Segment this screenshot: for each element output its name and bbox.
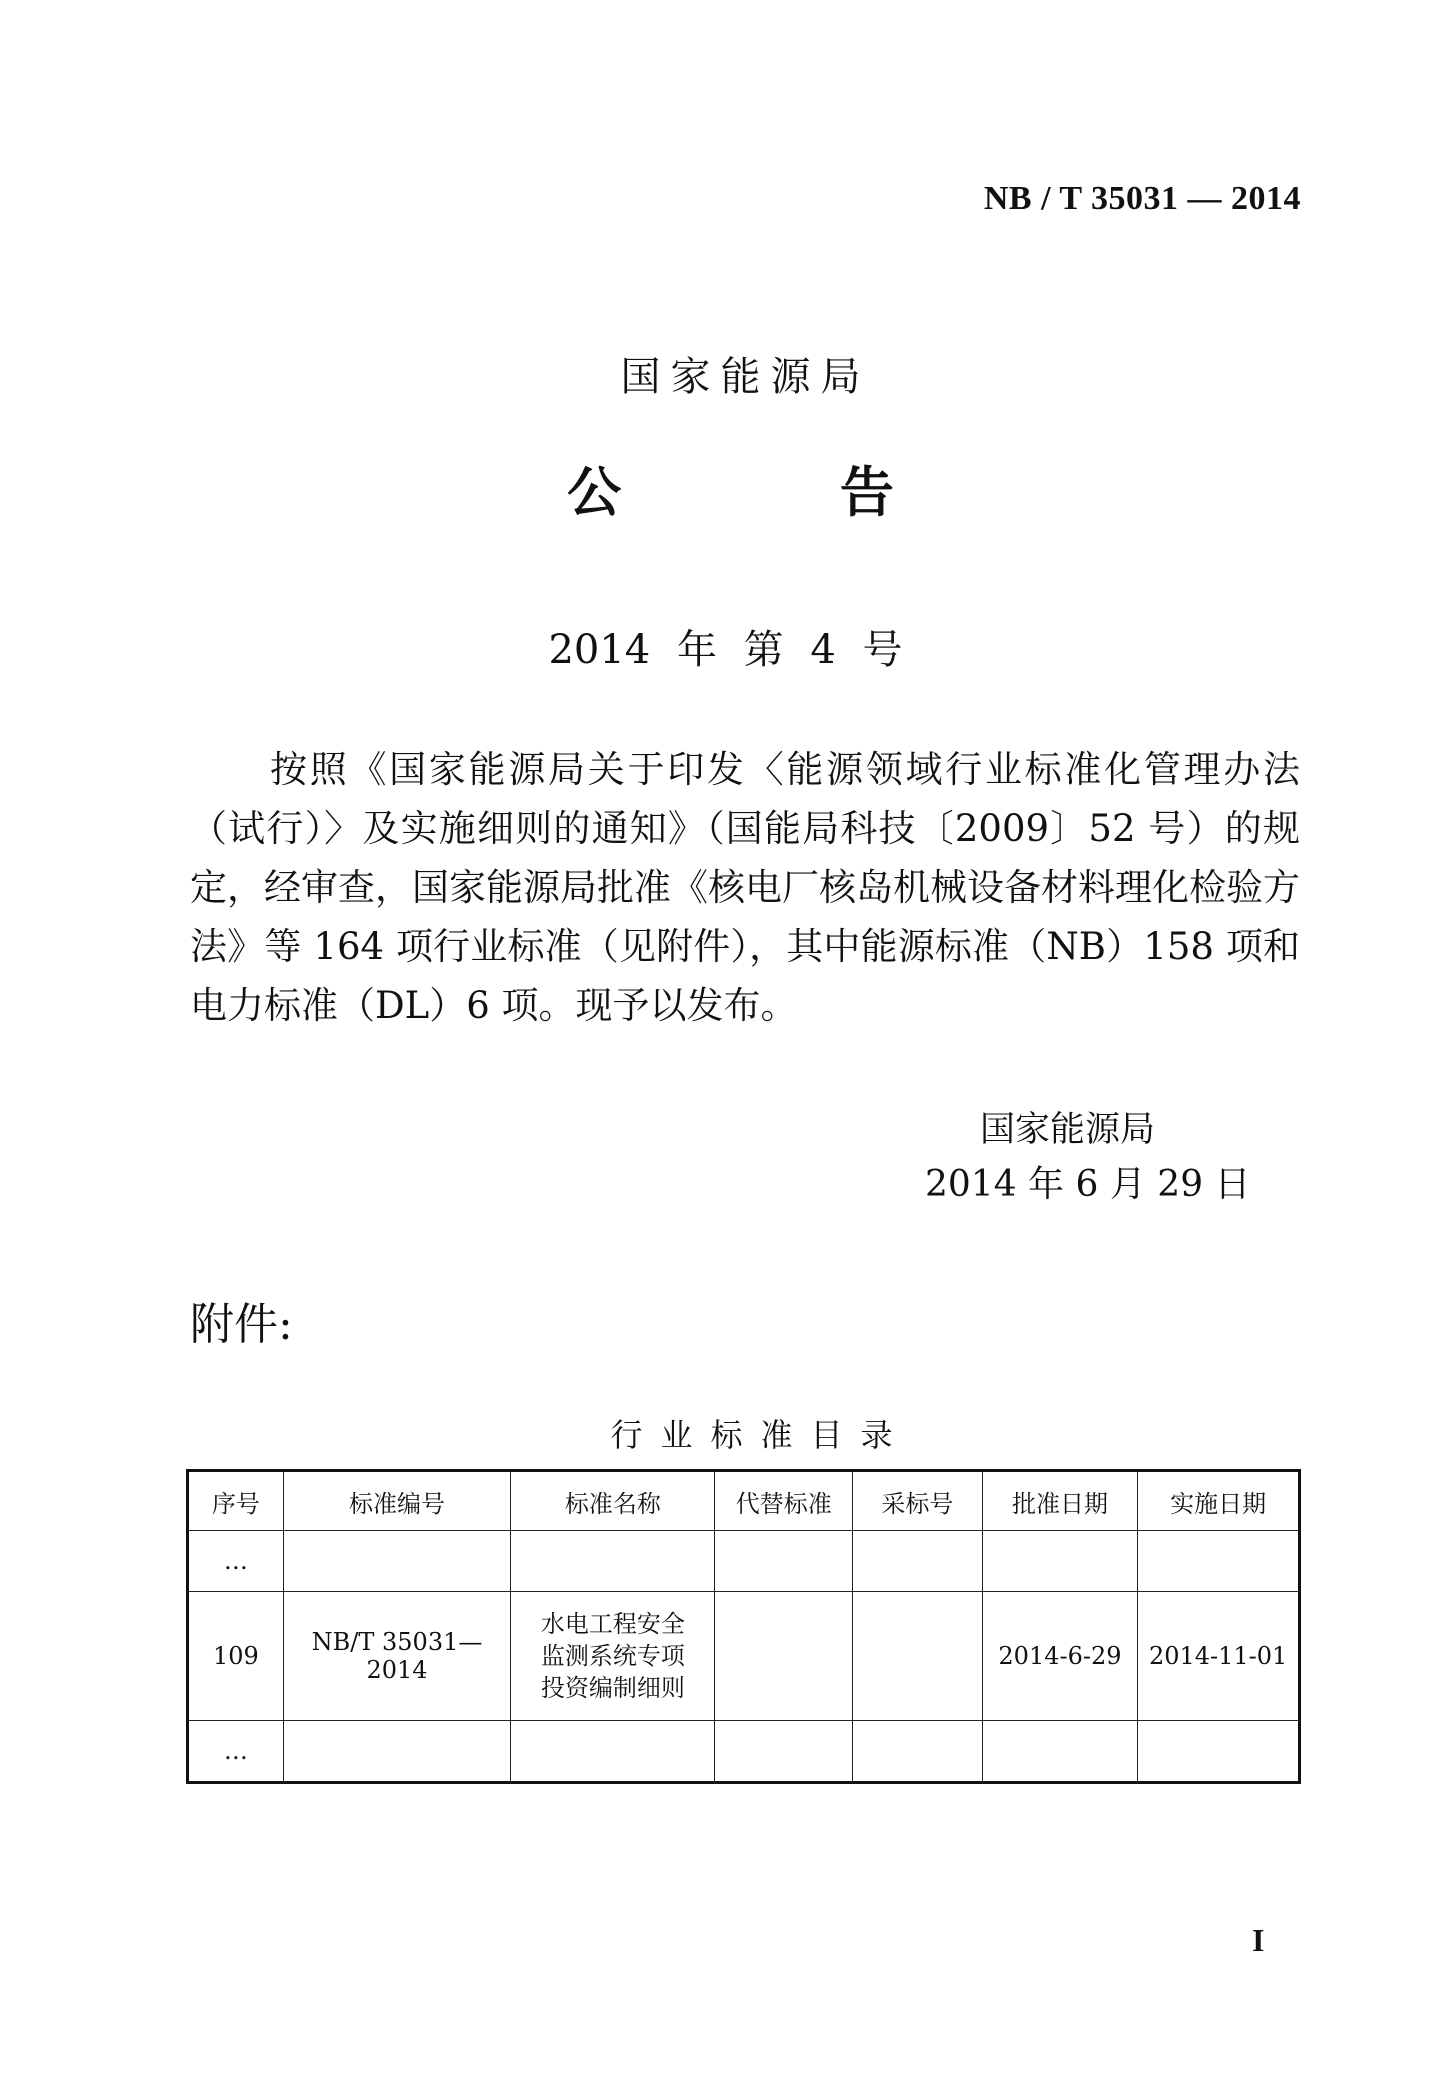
column-header-code: 标准编号 — [283, 1471, 510, 1531]
column-header-approval-date: 批准日期 — [982, 1471, 1138, 1531]
table-row-ellipsis-bottom — [188, 1721, 1300, 1783]
table-header-row — [188, 1471, 1300, 1531]
standard-code: NB / T 35031 — 2014 — [983, 180, 1301, 217]
cell-effective-date: 2014-11-01 — [1138, 1592, 1300, 1721]
cell-adopted — [853, 1592, 983, 1721]
attachment-label: 附件: — [190, 1299, 293, 1350]
cell-replaces — [715, 1592, 853, 1721]
cell-name-line3: 投资编制细则 — [540, 1674, 685, 1702]
page-number: I — [1252, 1922, 1265, 1958]
cell-name-line2: 监测系统专项 — [540, 1642, 685, 1670]
ellipsis-cell: … — [188, 1721, 284, 1783]
column-header-replaces: 代替标准 — [715, 1471, 853, 1531]
cell-code — [283, 1592, 510, 1721]
ellipsis-cell: … — [188, 1531, 284, 1592]
column-header-effective-date: 实施日期 — [1138, 1471, 1300, 1531]
announcement-title: 公 告 — [567, 461, 994, 524]
table-title: 行业标准目录 — [610, 1416, 911, 1454]
announcement-body: 按照《国家能源局关于印发〈能源领域行业标准化管理办法（试行）〉及实施细则的通知》（国能局科技〔2009〕52 号）的规定，经审查，国家能源局批准《核电厂核岛机械设备材料理化检验方法》等 164 项行业标准（见附件），其中能源标准（NB）158 项和电力标准（DL）6 项。现予以发布。 — [190, 748, 1300, 1027]
issuer-heading: 国家能源局 — [620, 354, 871, 400]
issue-number: 2014 年 第 4 号 — [548, 627, 903, 673]
signature-date: 2014 年 6 月 29 日 — [925, 1164, 1251, 1205]
column-header-name: 标准名称 — [511, 1471, 715, 1531]
standards-table — [186, 1469, 1301, 1784]
cell-code-line1: NB/T 35031— — [311, 1628, 483, 1656]
column-header-seq: 序号 — [188, 1471, 284, 1531]
cell-name — [511, 1592, 715, 1721]
column-header-adopted: 采标号 — [853, 1471, 983, 1531]
table-row — [188, 1592, 1300, 1721]
cell-seq: 109 — [188, 1592, 284, 1721]
cell-name-line1: 水电工程安全 — [540, 1610, 685, 1638]
cell-code-line2: 2014 — [366, 1656, 428, 1684]
cell-approval-date: 2014-6-29 — [982, 1592, 1138, 1721]
signature-org: 国家能源局 — [980, 1110, 1156, 1150]
table-row-ellipsis-top — [188, 1531, 1300, 1592]
